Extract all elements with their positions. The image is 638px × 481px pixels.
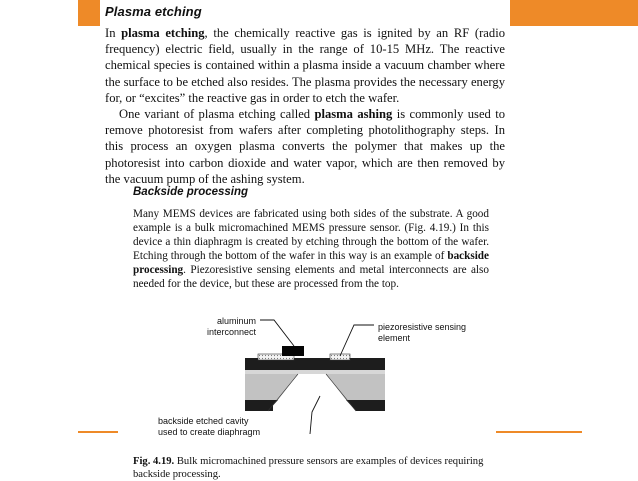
leader-aluminum xyxy=(260,320,294,346)
header-accent-right xyxy=(510,0,638,26)
paragraph-2-text-a: One variant of plasma etching called xyxy=(119,107,315,122)
leader-piezo xyxy=(340,325,374,356)
term-plasma-ashing: plasma ashing xyxy=(314,107,393,122)
footer-rule-right xyxy=(496,431,582,433)
paragraph-3-text-b: . Piezoresistive sensing elements and metal interconnects are also needed for the device, but these are processed from the top. xyxy=(133,263,489,290)
label-piezoresistive-element xyxy=(378,322,488,343)
section-title: Plasma etching xyxy=(105,4,202,19)
caption-label: Fig. 4.19. xyxy=(133,456,175,467)
paragraph-1 xyxy=(105,26,505,105)
substrate-left-base xyxy=(245,400,273,411)
substrate-right-upper xyxy=(326,374,385,400)
subsection-title: Backside processing xyxy=(133,186,249,198)
substrate-left-upper xyxy=(245,374,298,400)
label-aluminum-line-2: interconnect xyxy=(206,326,256,337)
oxide-layer xyxy=(245,370,385,374)
paragraph-1-text-b: , the chemically reactive gas is ignited by an RF (radio frequency) electric field, usually in the range of 10-15 MHz. The reactive chemical species is contained within a plasma inside a vacuum chamber where the surface to be etched also resides. The plasma provides the necessary energy for, or “excites” the reactive gas in order to etch the wafer. xyxy=(105,26,505,105)
term-plasma-etching: plasma etching xyxy=(121,26,205,40)
header-accent-left xyxy=(78,0,100,26)
paragraph-2 xyxy=(105,106,505,187)
term-backside-processing: backside processing xyxy=(133,249,489,276)
label-backside-line-1: backside etched cavity xyxy=(158,416,249,426)
label-backside-cavity xyxy=(158,416,318,437)
aluminum-interconnect xyxy=(282,346,304,356)
paragraph-2-text-b: is commonly used to remove photoresist from wafers after completing photolithography steps. In this process an oxygen plasma converts the polymer that makes up the photoresist into carbon dioxide and water vapor, which are then removed by the vacuum pump of the ashing system. xyxy=(105,107,505,186)
label-aluminum-interconnect xyxy=(196,316,256,337)
label-backside-line-2: used to create diaphragm xyxy=(158,426,261,437)
label-aluminum-line-1: aluminum xyxy=(216,316,256,326)
caption-text: Bulk micromachined pressure sensors are examples of devices requiring backside processing. xyxy=(133,456,484,480)
label-piezo-line-2: element xyxy=(378,332,411,343)
paragraph-3 xyxy=(133,208,489,291)
piezoresistor-right xyxy=(330,354,350,360)
label-piezo-line-1: piezoresistive sensing xyxy=(378,322,467,332)
figure-caption xyxy=(133,456,493,481)
body-text xyxy=(105,25,505,187)
footer-rule-left xyxy=(78,431,118,433)
paragraph-1-text-a: In xyxy=(105,26,122,40)
paragraph-3-text-a: Many MEMS devices are fabricated using both sides of the substrate. A good example is a bulk micromachined MEMS pressure sensor. (Fig. 4.19.) In this device a thin diaphragm is created by etching through the bottom of the wafer. Etching through the bottom of the wafer in this way is an example of xyxy=(133,208,489,262)
